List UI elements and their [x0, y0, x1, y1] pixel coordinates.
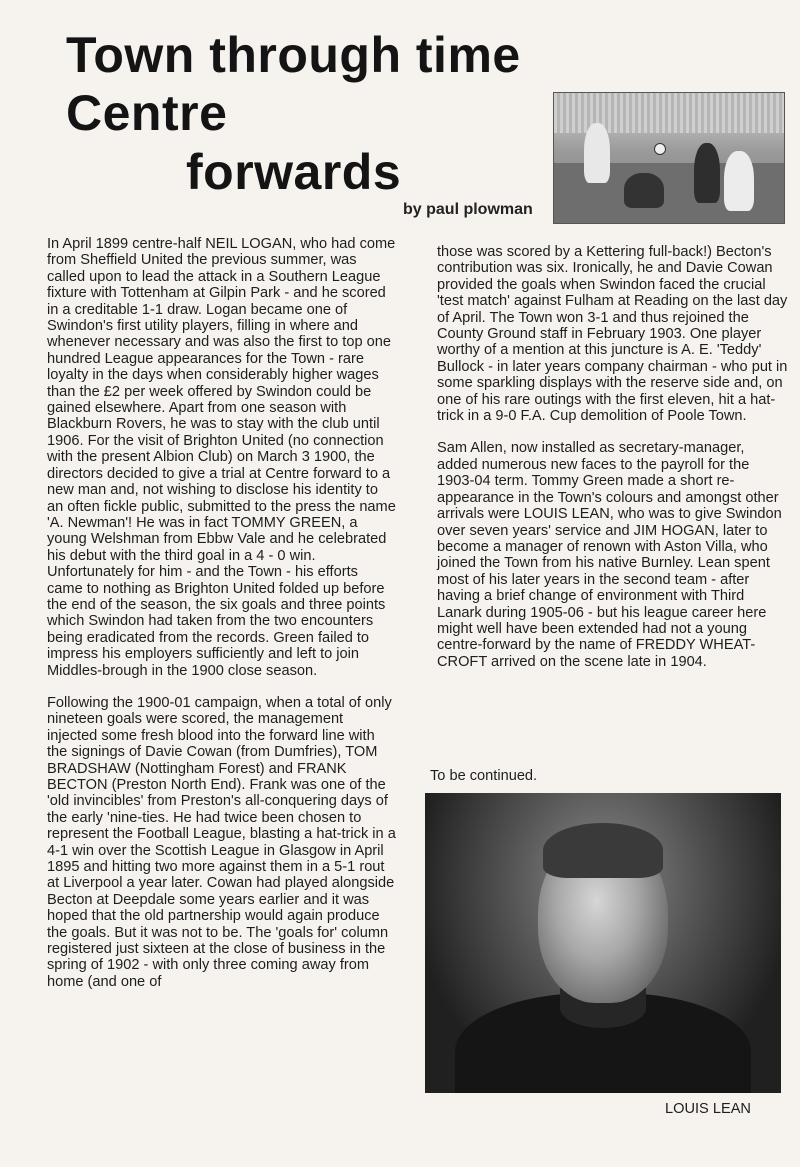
- photo-player: [584, 123, 610, 183]
- photo-player: [724, 151, 754, 211]
- photo-ball: [654, 143, 666, 155]
- article-column-2: [437, 244, 789, 686]
- article-paragraph: In April 1899 centre-half NEIL LOGAN, who had come from Sheffield United the previous summer, was called upon to lead the attack in a Southern League fixture with Tottenham at Gilpin Park - and he scored in a creditable 1-1 draw. Logan became one of Swindon's first utility players, filling in where and whenever necessary and was also the first to top one hundred League appearances for the Town - rare loyalty in the days when considerably higher wages than the £2 per week offered by Swindon could be gained elsewhere. Apart from one season with Blackburn Rovers, he was to stay with the club until 1906. For the visit of Brighton United (no connection with the present Albion Club) on March 3 1900, the directors decided to give a trial at Centre forward to a new man and, not wishing to disclose his identity to an often fickle public, submitted to the press the name 'A. Newman'! He was in fact TOMMY GREEN, a young Welshman from Ebbw Vale and he celebrated his debut with the third goal in a 4 - 0 win. Unfortunately for him - and the Town - his efforts came to nothing as Brighton United folded up before the end of the season, the six goals and three points which Swindon had taken from the two encounters being eradicated from the records. Green failed to impress his employers sufficiently and left to join Middles-brough in the 1900 close season.: [47, 236, 396, 679]
- title-line-1: Town through time: [66, 27, 521, 83]
- louis-lean-portrait: [425, 793, 781, 1093]
- article-paragraph: those was scored by a Kettering full-back!) Becton's contribution was six. Ironically, he and Davie Cowan provided the goals when Swindon faced the crucial 'test match' against Fulham at Reading on the last day of April. The Town won 3-1 and thus rejoined the County Ground staff in February 1903. One player worthy of a mention at this juncture is A. E. 'Teddy' Bullock - in later years company chairman - who put in some sparkling displays with the reserve side and, on one of his rare outings with the first eleven, hit a hat-trick in a 9-0 F.A. Cup demolition of Poole Town.: [437, 244, 788, 425]
- photo-player: [624, 173, 664, 208]
- byline: by paul plowman: [403, 201, 533, 218]
- title-line-2: Centre: [66, 85, 228, 141]
- title-line-3: forwards: [186, 144, 402, 200]
- photo-caption: LOUIS LEAN: [665, 1101, 751, 1117]
- portrait-hair: [543, 823, 663, 878]
- photo-player: [694, 143, 720, 203]
- article-paragraph: Sam Allen, now installed as secretary-manager, added numerous new faces to the payroll for the 1903-04 term. Tommy Green made a short re-appearance in the Town's colours and amongst other arrivals were LOUIS LEAN, who was to give Swindon over seven years' service and JIM HOGAN, later to become a manager of renown with Aston Villa, who joined the Town from his native Burnley. Lean spent most of his later years in the second team - after having a brief change of environment with Third Lanark during 1905-06 - but his league career here might well have been extended had not a young centre-forward by the name of FREDDY WHEAT-CROFT arrived on the scene late in 1904.: [437, 440, 782, 670]
- football-match-photo: [553, 92, 785, 224]
- article-column-1: [47, 236, 397, 1006]
- article-paragraph: Following the 1900-01 campaign, when a total of only nineteen goals were scored, the management injected some fresh blood into the forward line with the signings of Davie Cowan (from Dumfries), TOM BRADSHAW (Nottingham Forest) and FRANK BECTON (Preston North End). Frank was one of the 'old invincibles' from Preston's all-conquering days of the early 'nine-ties. He had twice been chosen to represent the Football League, blasting a hat-trick in a 4-1 win over the Scottish League in Glasgow in April 1895 and hitting two more against them in a 5-1 rout at Liverpool a year later. Cowan had played alongside Becton at Deepdale some years earlier and it was hoped that the old partnership would again produce the goals. But it was not to be. The 'goals for' column registered just sixteen at the close of business in the spring of 1902 - with only three coming away from home (and one of: [47, 694, 396, 990]
- to-be-continued: To be continued.: [430, 768, 538, 784]
